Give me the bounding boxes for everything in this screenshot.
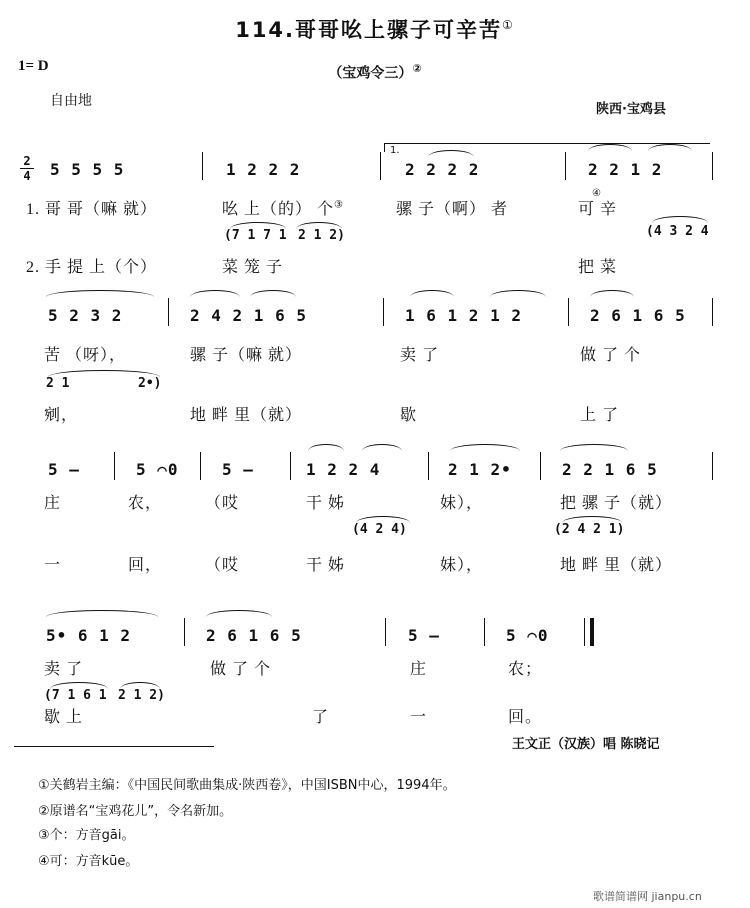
barline xyxy=(584,618,585,646)
slur xyxy=(590,290,634,297)
lyric-verse2: 2. 手 提 上（个） xyxy=(26,259,158,276)
lyric-verse1: 妹）， xyxy=(440,495,484,512)
lyric-verse1: 做 了 个 xyxy=(210,661,272,678)
measure-notes: 5 5 5 5 xyxy=(50,160,125,179)
slur xyxy=(428,150,474,157)
barline xyxy=(565,152,566,180)
lyric-verse2: 地 畔 里（就） xyxy=(190,407,303,424)
grace-notes: (7 1 7 1 xyxy=(224,228,287,243)
lyric-verse1: 庄 xyxy=(44,495,62,512)
barline xyxy=(290,452,291,480)
barline xyxy=(202,152,203,180)
lyric-verse1: 农； xyxy=(508,661,543,678)
grace-notes: (4 3 2 4 xyxy=(646,224,709,239)
barline xyxy=(712,298,713,326)
barline xyxy=(540,452,541,480)
footnote-2: ②原谱名“宝鸡花儿”，令名新加。 xyxy=(38,804,233,819)
lyric-verse1: 干 姊 xyxy=(306,495,346,512)
region-label: 陕西·宝鸡县 xyxy=(596,102,666,117)
slur xyxy=(250,290,296,297)
footnote-4: ④可：方音kūe。 xyxy=(38,854,139,869)
barline xyxy=(568,298,569,326)
lyric-verse1: 农， xyxy=(128,495,163,512)
lyric-verse2: 回， xyxy=(128,557,163,574)
slur xyxy=(190,290,240,297)
lyric-verse1: 庄 xyxy=(410,661,428,678)
barline xyxy=(712,452,713,480)
lyric-verse2: 一 xyxy=(44,557,62,574)
slur xyxy=(206,610,272,617)
lyric-verse2: 剜， xyxy=(44,407,79,424)
barline xyxy=(484,618,485,646)
slur xyxy=(362,444,402,451)
barline xyxy=(712,152,713,180)
lyric-verse2: （哎 xyxy=(205,557,240,574)
measure-notes: 1 2 2 2 xyxy=(226,160,301,179)
slur xyxy=(588,144,632,151)
measure-notes: 5 2 3 2 xyxy=(48,306,123,325)
performer-credit: 王文正（汉族）唱 陈晓记 xyxy=(512,737,660,752)
barline xyxy=(114,452,115,480)
slur xyxy=(46,610,158,617)
lyric-verse1: 苦 （呀）， xyxy=(44,347,127,364)
measure-notes: 2 2 1 6 5 xyxy=(562,460,658,479)
slur xyxy=(450,444,520,451)
measure-notes: 2 2 1 2 xyxy=(588,160,663,179)
lyric-verse1: 1. 哥 哥（嘛 就） xyxy=(26,201,158,218)
final-barline xyxy=(590,618,594,646)
tempo-marking: 自由地 xyxy=(50,93,92,109)
measure-notes: 2 1 2• xyxy=(448,460,512,479)
lyric-verse2: 上 了 xyxy=(580,407,620,424)
measure-notes: 2 6 1 6 5 xyxy=(590,306,686,325)
barline xyxy=(380,152,381,180)
measure-notes: 5 ⌒0 xyxy=(136,460,179,479)
lyric-verse2: 妹）， xyxy=(440,557,484,574)
key-signature: 1= D xyxy=(18,58,49,74)
lyric-verse1: （哎 xyxy=(205,495,240,512)
barline xyxy=(168,298,169,326)
grace-notes: (4 2 4) xyxy=(352,522,407,537)
lyric-verse2: 干 姊 xyxy=(306,557,346,574)
volta-label: 1. xyxy=(390,145,400,156)
song-title: 114.哥哥吆上骡子可辛苦① xyxy=(235,18,515,42)
slur xyxy=(652,216,708,223)
measure-notes: 5 — xyxy=(48,460,80,479)
lyric-verse2: 回。 xyxy=(508,709,543,726)
measure-notes: 1 6 1 2 1 2 xyxy=(405,306,522,325)
grace-notes: (2 4 2 1) xyxy=(554,522,625,537)
lyric-verse2: 一 xyxy=(410,709,428,726)
lyric-verse2: 了 xyxy=(312,709,330,726)
footnote-mark: ④ xyxy=(592,188,602,199)
site-watermark: 歌谱简谱网 jianpu.cn xyxy=(593,890,702,903)
measure-notes: 5 ⌒0 xyxy=(506,626,549,645)
lyric-verse2: 歇 xyxy=(400,407,418,424)
lyric-verse1: 卖 了 xyxy=(44,661,84,678)
lyric-verse2: 歇 上 xyxy=(44,709,84,726)
grace-notes: 2 1 2) xyxy=(118,688,165,703)
footnote-divider xyxy=(14,746,214,747)
lyric-verse1: 卖 了 xyxy=(400,347,440,364)
slur xyxy=(490,290,546,297)
measure-notes: 2 6 1 6 5 xyxy=(206,626,302,645)
slur xyxy=(46,290,154,297)
footnote-1: ①关鹤岩主编：《中国民间歌曲集成·陕西卷》，中国ISBN中心，1994年。 xyxy=(38,778,456,793)
grace-notes: 2 1 2) xyxy=(298,228,345,243)
measure-notes: 1 2 2 4 xyxy=(306,460,381,479)
lyric-verse1: 把 骡 子（就） xyxy=(560,495,673,512)
song-subtitle: （宝鸡令三）② xyxy=(328,62,422,82)
subtitle-footnote-mark: ② xyxy=(412,62,422,75)
slur xyxy=(308,444,344,451)
lyric-verse2: 菜 笼 子 xyxy=(222,259,284,276)
measure-notes: 2 2 2 2 xyxy=(405,160,480,179)
lyric-verse1: 吆 上（的） 个③ xyxy=(222,199,344,218)
barline xyxy=(385,618,386,646)
barline xyxy=(428,452,429,480)
title-footnote-mark: ① xyxy=(502,18,515,32)
lyric-verse1: 骡 子（嘛 就） xyxy=(190,347,303,364)
lyric-verse2: 地 畔 里（就） xyxy=(560,557,673,574)
lyric-verse1: 做 了 个 xyxy=(580,347,642,364)
lyric-verse2: 把 菜 xyxy=(578,259,618,276)
grace-notes: (7 1 6 1 xyxy=(44,688,107,703)
measure-notes: 5 — xyxy=(222,460,254,479)
barline xyxy=(184,618,185,646)
measure-notes: 5• 6 1 2 xyxy=(46,626,132,645)
measure-notes: 5 — xyxy=(408,626,440,645)
footnote-3: ③个：方音gāi。 xyxy=(38,828,135,843)
barline xyxy=(383,298,384,326)
measure-notes: 2 4 2 1 6 5 xyxy=(190,306,307,325)
slur xyxy=(410,290,454,297)
slur xyxy=(648,144,692,151)
barline xyxy=(200,452,201,480)
time-signature: 2 4 xyxy=(20,155,34,182)
grace-notes: 2 1 xyxy=(46,376,70,391)
grace-notes: 2•) xyxy=(138,376,162,391)
lyric-verse1: 骡 子（啊） 者 xyxy=(396,201,509,218)
lyric-verse1: 可 辛 xyxy=(578,201,618,218)
slur xyxy=(560,444,628,451)
